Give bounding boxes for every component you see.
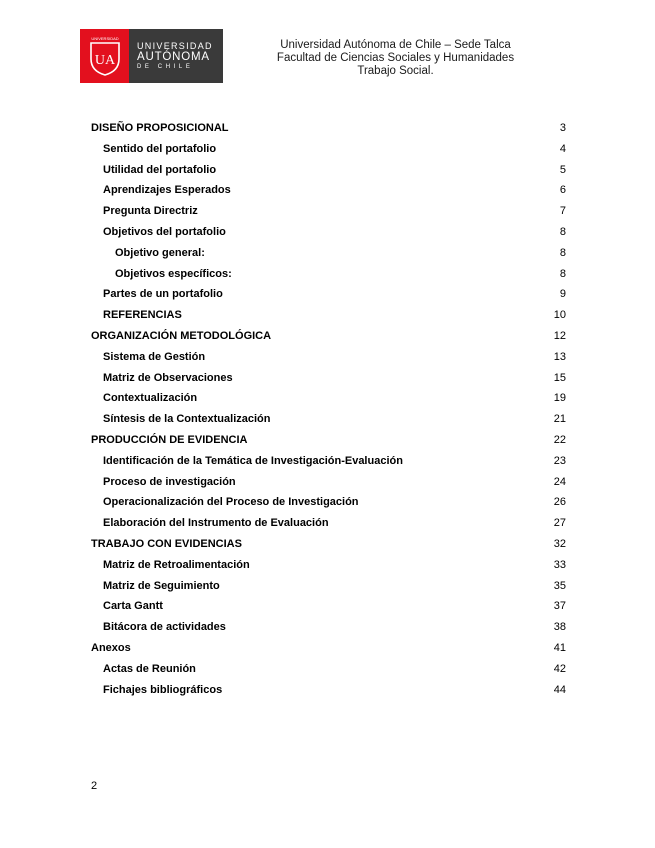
toc-entry-label: Sistema de Gestión (103, 350, 206, 363)
toc-entry-page: 41 (553, 641, 566, 654)
toc-entry[interactable] (91, 368, 566, 389)
toc-entry-page: 19 (553, 392, 566, 405)
toc-entry-page: 27 (553, 517, 566, 530)
toc-entry-label: Proceso de investigación (103, 475, 236, 488)
toc-entry-page: 8 (559, 267, 566, 280)
toc-entry-page: 21 (553, 413, 566, 426)
toc-entry-label: Objetivos del portafolio (103, 225, 226, 238)
header-line-2: Facultad de Ciencias Sociales y Humanidades (276, 52, 515, 64)
toc-entry[interactable] (91, 326, 566, 347)
toc-entry[interactable] (91, 680, 566, 701)
toc-entry-label: Partes de un portafolio (103, 288, 223, 301)
emblem-caption: UNIVERSIDAD (90, 36, 119, 41)
toc-entry[interactable] (91, 576, 566, 597)
toc-entry-label: DISEÑO PROPOSICIONAL (91, 122, 229, 134)
toc-entry-page: 15 (553, 371, 566, 384)
logo-line-2: AUTÓNOMA (137, 51, 210, 63)
toc-entry-page: 33 (553, 558, 566, 571)
toc-entry[interactable] (91, 659, 566, 680)
toc-entry-page: 23 (553, 454, 566, 467)
toc-entry-page: 44 (553, 683, 566, 696)
toc-entry[interactable] (91, 388, 566, 409)
toc-entry[interactable] (91, 513, 566, 534)
toc-entry-label: REFERENCIAS (103, 309, 182, 322)
toc-entry[interactable] (91, 264, 566, 285)
toc-entry[interactable] (91, 222, 566, 243)
header-line-1: Universidad Autónoma de Chile – Sede Talca (280, 39, 511, 51)
toc-entry[interactable] (91, 201, 566, 222)
toc-entry-label: Pregunta Directriz (103, 205, 198, 218)
toc-entry-label: Síntesis de la Contextualización (103, 413, 271, 426)
toc-entry-label: Matriz de Seguimiento (103, 579, 220, 592)
logo-line-3: DE CHILE (137, 64, 194, 70)
toc-entry-label: Objetivos específicos: (115, 267, 232, 280)
toc-entry-page: 26 (553, 496, 566, 509)
toc-entry-label: Carta Gantt (103, 600, 163, 613)
toc-entry-label: Contextualización (103, 392, 198, 405)
toc-entry-label: Objetivo general: (115, 246, 205, 259)
toc-entry[interactable] (91, 617, 566, 638)
toc-entry-page: 37 (553, 600, 566, 613)
toc-entry[interactable] (91, 347, 566, 368)
toc-entry-label: Actas de Reunión (103, 662, 196, 675)
toc-entry[interactable] (91, 180, 566, 201)
toc-entry[interactable] (91, 118, 566, 139)
toc-entry[interactable] (91, 284, 566, 305)
toc-entry-page: 6 (559, 184, 566, 197)
toc-entry[interactable] (91, 160, 566, 181)
shield-icon (85, 34, 125, 78)
toc-entry-label: Identificación de la Temática de Investigación-Evaluación (103, 454, 403, 467)
toc-entry[interactable] (91, 534, 566, 555)
logo-wordmark (129, 29, 223, 83)
toc-entry-label: Fichajes bibliográficos (103, 683, 223, 696)
toc-entry-page: 8 (559, 225, 566, 238)
toc-entry-label: Elaboración del Instrumento de Evaluación (103, 517, 329, 530)
page-header (268, 39, 523, 78)
logo-emblem (80, 29, 129, 83)
toc-entry-label: Bitácora de actividades (103, 621, 226, 634)
toc-entry-page: 42 (553, 662, 566, 675)
toc-entry[interactable] (91, 638, 566, 659)
toc-entry[interactable] (91, 596, 566, 617)
toc-entry-label: Utilidad del portafolio (103, 163, 217, 176)
toc-entry-label: Aprendizajes Esperados (103, 184, 231, 197)
header-line-3: Trabajo Social. (357, 65, 434, 77)
toc-entry-page: 24 (553, 475, 566, 488)
toc-entry-page: 3 (559, 122, 566, 134)
university-logo (80, 29, 223, 83)
toc-entry-label: ORGANIZACIÓN METODOLÓGICA (91, 329, 272, 342)
toc-entry-page: 38 (553, 621, 566, 634)
toc-entry-page: 8 (559, 246, 566, 259)
table-of-contents (91, 118, 566, 700)
toc-entry[interactable] (91, 555, 566, 576)
toc-entry-page: 5 (559, 163, 566, 176)
toc-entry-label: Anexos (91, 641, 131, 654)
toc-entry-page: 9 (559, 288, 566, 301)
toc-entry-label: TRABAJO CON EVIDENCIAS (91, 537, 242, 550)
toc-entry-page: 32 (553, 537, 566, 550)
toc-entry-page: 10 (553, 309, 566, 322)
toc-entry-label: Sentido del portafolio (103, 142, 217, 155)
toc-entry-page: 13 (553, 350, 566, 363)
emblem-text: UA (94, 53, 115, 68)
toc-entry[interactable] (91, 243, 566, 264)
toc-entry[interactable] (91, 472, 566, 493)
logo-line-1: UNIVERSIDAD (137, 41, 213, 51)
toc-entry[interactable] (91, 305, 566, 326)
toc-entry-page: 4 (559, 142, 566, 155)
toc-entry[interactable] (91, 409, 566, 430)
toc-entry-label: PRODUCCIÓN DE EVIDENCIA (91, 433, 248, 446)
toc-entry[interactable] (91, 430, 566, 451)
toc-entry-label: Matriz de Retroalimentación (103, 558, 250, 571)
toc-entry-page: 22 (553, 433, 566, 446)
toc-entry-label: Matriz de Observaciones (103, 371, 233, 384)
toc-entry[interactable] (91, 139, 566, 160)
toc-entry[interactable] (91, 451, 566, 472)
toc-entry-page: 7 (559, 205, 566, 218)
toc-entry-page: 35 (553, 579, 566, 592)
toc-entry[interactable] (91, 492, 566, 513)
page-number: 2 (91, 780, 98, 792)
toc-entry-label: Operacionalización del Proceso de Investigación (103, 496, 359, 509)
toc-entry-page: 12 (553, 329, 566, 342)
